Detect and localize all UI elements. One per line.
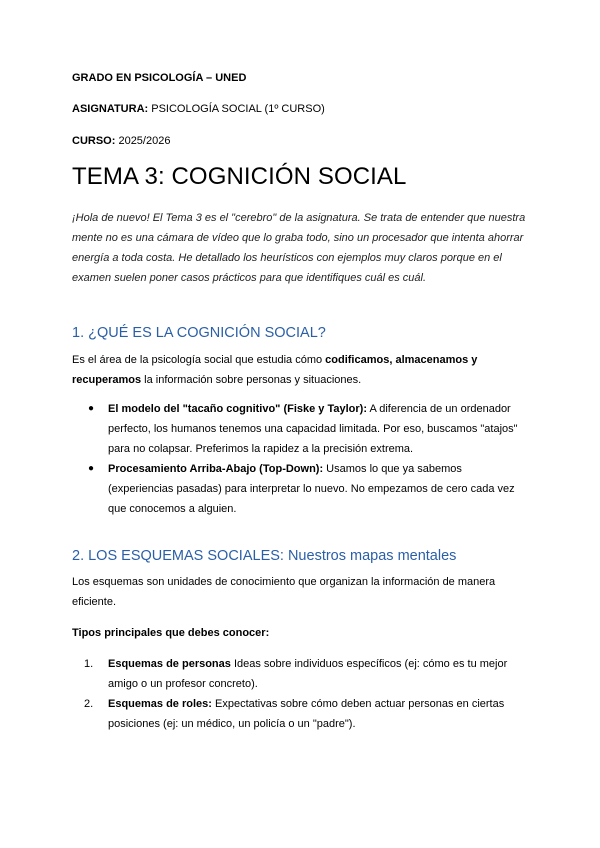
section1-paragraph <box>72 350 532 390</box>
section1-para-a: Es el área de la psicología social que estudia cómo <box>72 354 326 366</box>
degree-line <box>72 72 246 84</box>
course-line <box>72 135 170 147</box>
section2-paragraph: Los esquemas son unidades de conocimiento que organizan la información de manera eficiente. <box>72 576 496 608</box>
section1-heading: 1. ¿QUÉ ES LA COGNICIÓN SOCIAL? <box>72 325 326 341</box>
subject-line <box>72 103 325 115</box>
page-title: TEMA 3: COGNICIÓN SOCIAL <box>72 163 407 190</box>
section2-heading: 2. LOS ESQUEMAS SOCIALES: Nuestros mapas mentales <box>72 548 457 564</box>
section2-numbered-list <box>72 654 528 734</box>
list-item <box>72 399 528 459</box>
subject-value: PSICOLOGÍA SOCIAL (1º CURSO) <box>151 103 325 115</box>
section2-subheading <box>72 623 532 643</box>
section2-subheading-text: Tipos principales que debes conocer: <box>72 627 270 639</box>
item-text: Ideas sobre individuos específicos (ej: cómo es tu mejor amigo o un profesor concreto). <box>108 658 508 690</box>
item-bold: Esquemas de personas <box>108 658 231 670</box>
course-value: 2025/2026 <box>118 135 171 147</box>
section1-bullet-list <box>72 399 528 519</box>
section1-para-bold: codificamos, almacenamos y recuperamos <box>72 354 478 386</box>
section1-para-b: la información sobre personas y situaciones. <box>141 374 362 386</box>
list-item <box>72 459 528 519</box>
list-item <box>72 694 528 734</box>
list-number: 2. <box>84 698 94 710</box>
bullet-text: A diferencia de un ordenador perfecto, los humanos tenemos una capacidad limitada. Por eso, buscamos "atajos" para no colapsar. Preferimos la rapidez a la precisión extrema. <box>108 403 518 455</box>
course-label: CURSO: <box>72 135 116 147</box>
intro-paragraph: ¡Hola de nuevo! El Tema 3 es el "cerebro" de la asignatura. Se trata de entender que nuestra mente no es una cámara de vídeo que lo graba todo, sino un procesador que intenta ahorrar energía a toda costa. He detallado los heurísticos con ejemplos muy claros porque en el examen suelen poner casos prácticos para que identifiques cuál es cuál. <box>72 212 526 284</box>
item-text: Expectativas sobre cómo deben actuar personas en ciertas posiciones (ej: un médico, un policía o un "padre"). <box>108 698 505 730</box>
degree-text: GRADO EN PSICOLOGÍA – UNED <box>72 72 247 84</box>
subject-label: ASIGNATURA: <box>72 103 149 115</box>
bullet-bold: Procesamiento Arriba-Abajo (Top-Down): <box>108 463 324 475</box>
bullet-icon: ● <box>88 403 95 414</box>
list-number: 1. <box>84 658 94 670</box>
bullet-text: Usamos lo que ya sabemos (experiencias pasadas) para interpretar lo nuevo. No empezamos de cero cada vez que conocemos a alguien. <box>108 463 515 515</box>
bullet-icon: ● <box>88 463 95 474</box>
list-item <box>72 654 528 694</box>
bullet-bold: El modelo del "tacaño cognitivo" (Fiske y Taylor): <box>108 403 367 415</box>
item-bold: Esquemas de roles: <box>108 698 212 710</box>
